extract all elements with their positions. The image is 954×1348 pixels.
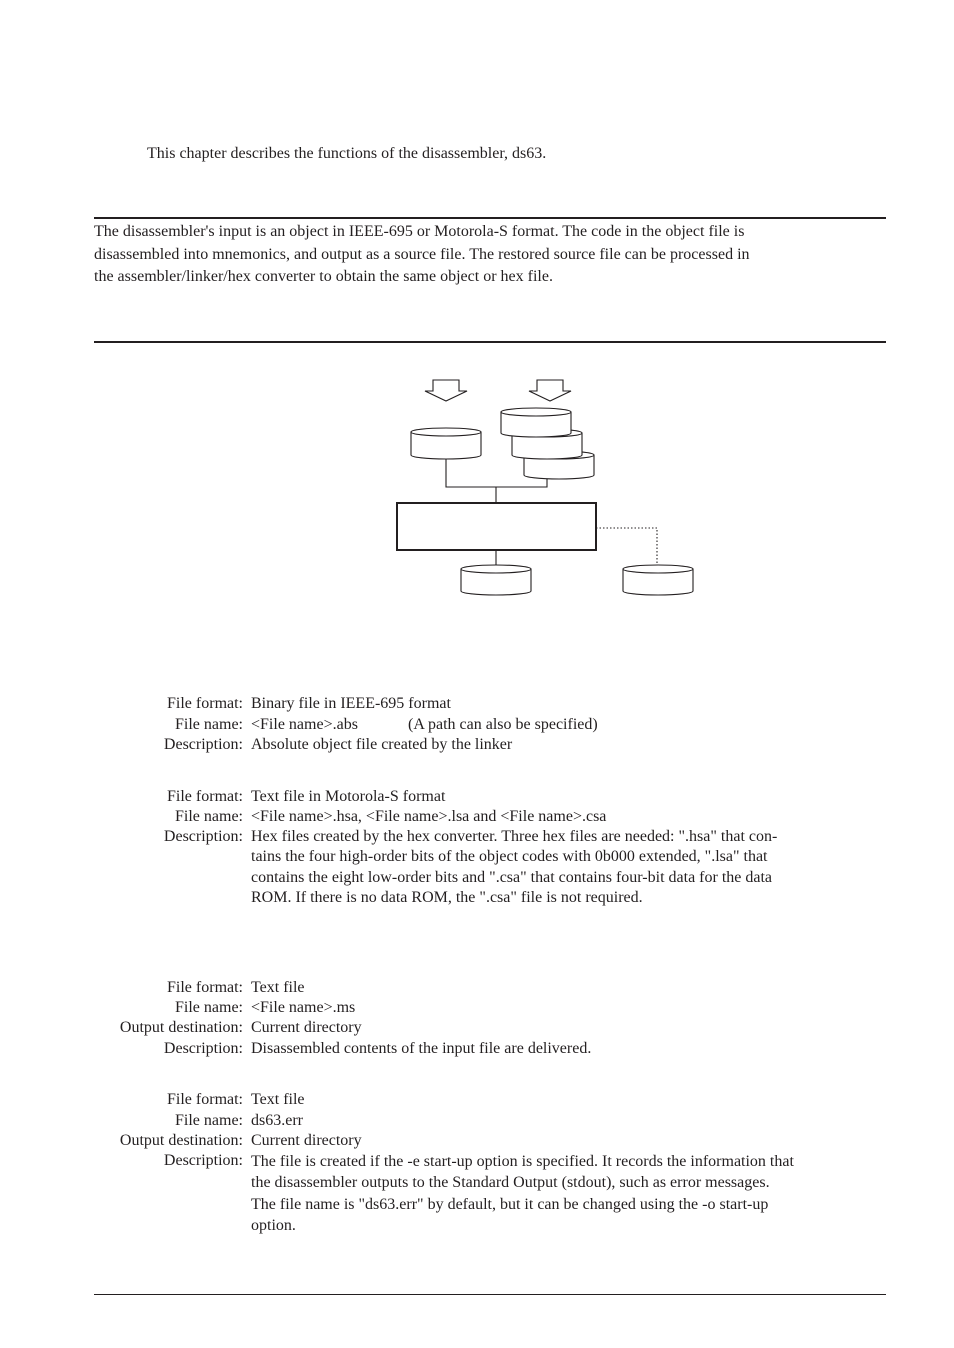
input-arrow-hex-icon [529, 380, 571, 401]
abs-format-label: File format: [167, 695, 243, 712]
ms-desc-value: Disassembled contents of the input file are delivered. [251, 1040, 592, 1057]
err-desc-label: Description: [163, 1152, 243, 1169]
ms-dest-label: Output destination: [119, 1019, 243, 1036]
hex-name-value: <File name>.hsa, <File name>.lsa and <File name>.csa [251, 808, 607, 825]
hex-format-label: File format: [167, 788, 243, 805]
ms-name-label: File name: [175, 999, 243, 1016]
hex-name-label: File name: [175, 808, 243, 825]
hex-desc-line: contains the eight low-order bits and ".csa" that contains four-bit data for the data [251, 868, 773, 886]
err-desc-line: option. [251, 1216, 296, 1234]
hex-desc-label: Description: [163, 828, 243, 845]
footer-rule [94, 1294, 886, 1295]
overview-line: The disassembler's input is an object in IEEE-695 or Motorola-S format. The code in the object file is [94, 223, 745, 240]
err-format-value: Text file [251, 1091, 305, 1108]
ms-file-cylinder-icon [461, 565, 531, 595]
err-name-label: File name: [175, 1112, 243, 1129]
input-arrow-abs-icon [425, 380, 467, 401]
abs-name-label: File name: [175, 716, 243, 733]
abs-desc-label: Description: [163, 736, 243, 753]
hex-desc-line: Hex files created by the hex converter. Three hex files are needed: ".hsa" that con- [251, 828, 778, 845]
abs-format-value: Binary file in IEEE-695 format [251, 695, 451, 712]
err-desc-value [251, 1151, 794, 1236]
ms-desc-label: Description: [163, 1040, 243, 1057]
abs-name-value: <File name>.abs [251, 716, 358, 733]
ms-format-value: Text file [251, 979, 305, 996]
err-name-value: ds63.err [251, 1112, 303, 1129]
err-format-label: File format: [167, 1091, 243, 1108]
abs-name-note: (A path can also be specified) [408, 716, 598, 733]
err-dest-label: Output destination: [119, 1132, 243, 1149]
abs-file-cylinder-icon [411, 428, 481, 459]
ms-name-value: <File name>.ms [251, 999, 356, 1016]
hex-desc-value [251, 827, 777, 908]
hsa-file-cylinder-icon [501, 408, 571, 437]
ms-dest-value: Current directory [251, 1019, 362, 1036]
err-dest-value: Current directory [251, 1132, 362, 1149]
overview-line: the assembler/linker/hex converter to obtain the same object or hex file. [94, 268, 553, 285]
hex-format-value: Text file in Motorola-S format [251, 788, 446, 805]
abs-desc-value: Absolute object file created by the linker [251, 736, 513, 753]
intro-text: This chapter describes the functions of the disassembler, ds63. [147, 145, 547, 162]
err-desc-line: the disassembler outputs to the Standard Output (stdout), such as error messages. [251, 1174, 770, 1192]
err-file-cylinder-icon [623, 565, 693, 595]
err-desc-line: The file name is "ds63.err" by default, but it can be changed using the -o start-up [251, 1195, 769, 1213]
hex-desc-line: ROM. If there is no data ROM, the ".csa" file is not required. [251, 888, 643, 906]
err-desc-line: The file is created if the -e start-up option is specified. It records the information that [251, 1153, 794, 1170]
disassembler-box [397, 503, 596, 550]
overview-line: disassembled into mnemonics, and output as a source file. The restored source file can be processed in [94, 245, 750, 263]
hex-desc-line: tains the four high-order bits of the object codes with 0b000 extended, ".lsa" that [251, 848, 768, 866]
ms-format-label: File format: [167, 979, 243, 996]
